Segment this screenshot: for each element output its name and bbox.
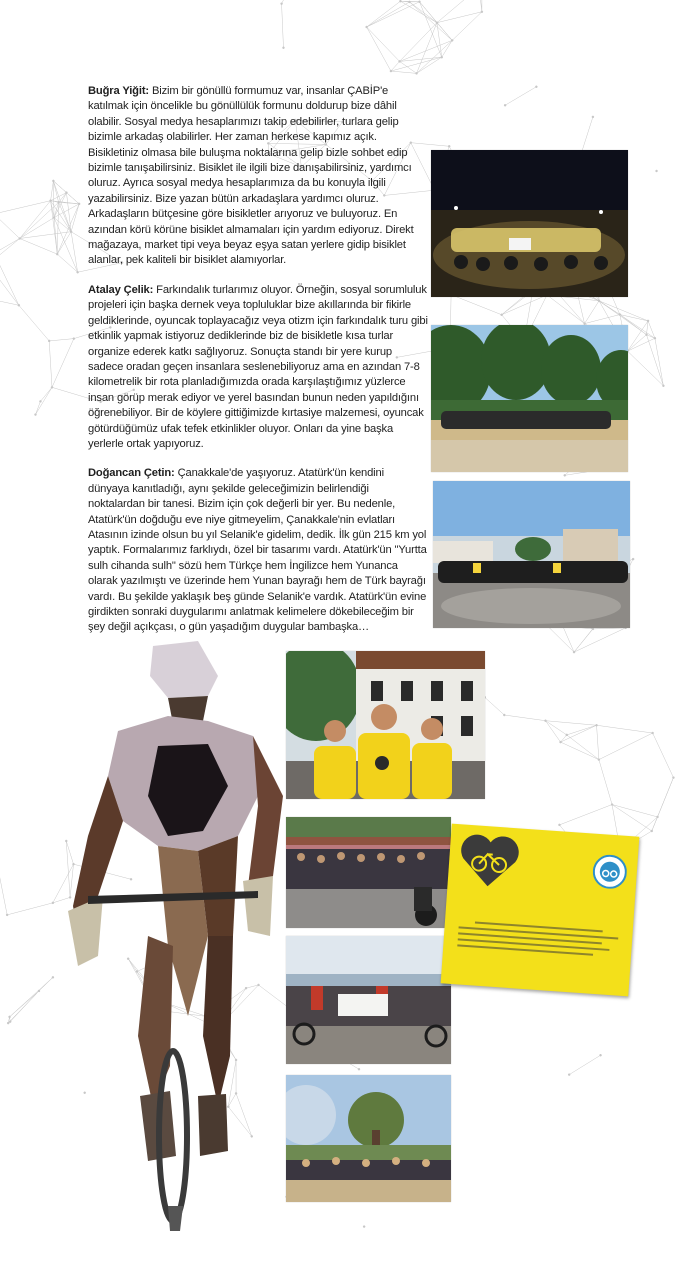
paragraph-atalay-celik [88,283,428,452]
photo-tree-park-group [286,1075,451,1202]
yellow-flyer [441,824,640,997]
photo-banner-group [286,936,451,1064]
paragraph-body: Farkındalık turlarımız oluyor. Örneğin, sosyal sorumluluk projeleri için başka dernek veya topluluklar bize akıllarında bir fikirle geldiklerinde, oyuncak toplayacağız veya otizm için farkındalık turu gibi etkinlik yapmak istiyoruz dediklerinde biz de bisikletle kısa turlar organize ederek katkı sağlıyoruz. Sonuçta standı bir yere kurup sadece oradan geçen insanlara seslenebiliyoruz ama en azından 7-8 kilometrelik bir rota planladığımızda orada karşılaştığımız yüzlerce insan görüp merak ediyor ve yerel basından bunun neden yapıldığını öğrenebiliyor. Bir de köylere gittiğimizde kırtasiye malzemesi, oyuncak götürdüğümüz ufak tefek etkinlikler oluyor. Onları da yine başka yerlerle ortak yapıyoruz. [88,283,428,450]
article-text [88,84,428,650]
paragraph-bugra-yigit [88,84,428,269]
paragraph-body: Bizim bir gönüllü formumuz var, insanlar ÇABİP'e katılmak için öncelikle bu gönüllülük formunu doldurup bize dâhil olabilir. Sosyal medya hesaplarımızı takip edebilirler, turlara gelip bizimle arkadaş olabilirler. Her zaman herkese kapımız açık. Bisikletiniz olmasa bile buluşma noktalarına gelip bizle sohbet edip bizimle tanışabilirsiniz. Bisiklet ile ilgili bize danışabilirsiniz, yardımcı oluruz. Ayrıca sosyal medya hesaplarımıza da bu konuyla ilgili yazabilirsiniz. Bize yazan bütün arkadaşlara yardımcı oluruz. Arkadaşların bütçesine göre bisikletler arıyoruz ve buluyoruz. En azından körü körüne bisiklet almamaları için yardım ediyoruz. Direkt mağazaya, market tipi veya beyaz eşya satan yerlere gidip bisiklet alanlar, pek kaliteli bir bisiklet alamıyorlar. [88,85,414,267]
photo-atatürk-house-selfie [286,651,485,799]
paragraph-body: Çanakkale'de yaşıyoruz. Atatürk'ün kendini dünyaya kanıtladığı, aynı şekilde geleceğimizin belirlendiği noktalardan bir tanesi. Bizim için çok değerli bir yer. Bu nedenle, Atatürk'ün doğduğu eve niye gitmeyelim, Çanakkale'nin evlatları Atasının izinde olsun bu yıl Selanik'e gidelim, dedik. İlk gün 215 km yol yaptık. Formalarımız farklıydı, özel bir tasarımı vardı. Atatürk'ün "Yurtta sulh cihanda sulh" sözü hem Türkçe hem İngilizce hem Yunanca olarak yazılmıştı ve üzerinde hem Yunan bayrağı hem de Türk bayrağı vardı. Bu şekilde yaklaşık beş günde Selanik'e vardık. Atatürk'ün evine girdikten sonraki duygularımı anlatmak kelimelere dökebileceğim bir şey değil açıkçası, o gün yaşadığım duygular bambaşka… [88,467,427,634]
photo-seaside-square-group [433,481,630,628]
photo-night-group-ride [431,150,628,297]
paragraph-dogancan-cetin [88,466,428,635]
club-badge-icon [592,854,628,890]
speaker-name: Atalay Çelik: [88,283,154,296]
speaker-name: Doğancan Çetin: [88,467,175,480]
low-poly-cyclist-illustration [58,636,298,1236]
flyer-text-lines [457,916,619,961]
photo-harbor-crowd [286,817,451,928]
speaker-name: Buğra Yiğit: [88,85,149,97]
heart-bicycle-icon [457,832,521,890]
photo-park-group-ride [431,325,628,472]
